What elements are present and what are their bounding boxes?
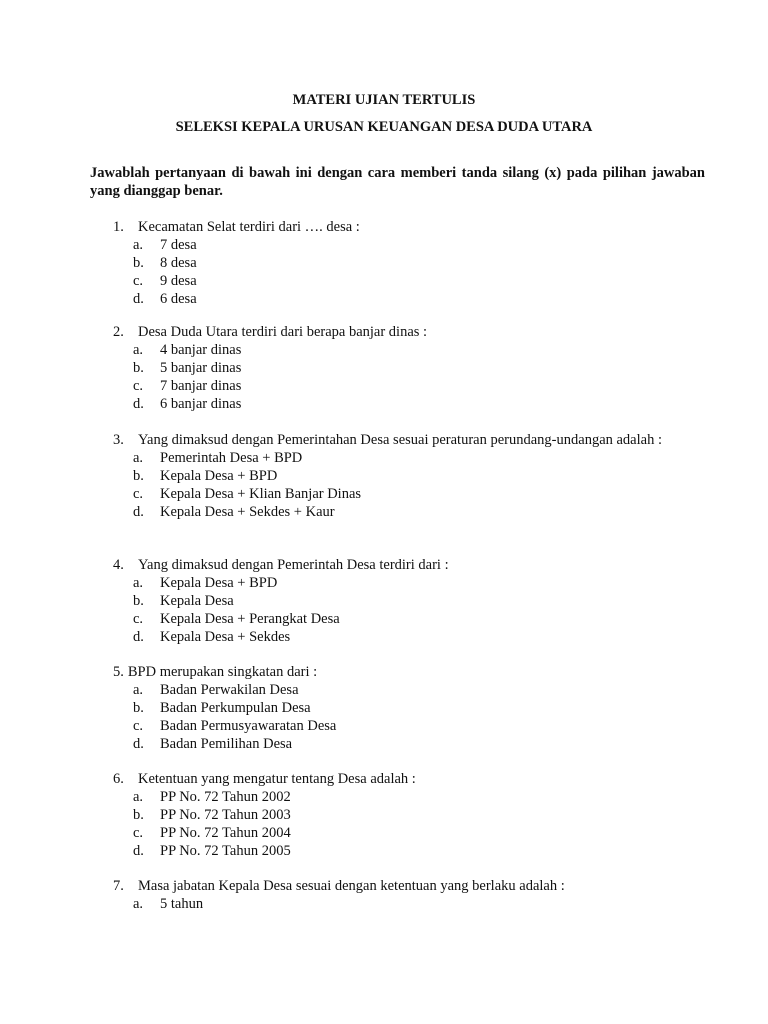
question-header — [113, 877, 713, 895]
option-letter: a. — [133, 789, 144, 805]
question-header — [113, 431, 713, 449]
option-text: 7 desa — [160, 237, 197, 253]
answer-option[interactable] — [113, 272, 713, 290]
answer-option[interactable] — [113, 592, 713, 610]
question-number: 6. — [113, 771, 124, 787]
answer-option[interactable] — [113, 735, 713, 753]
option-letter: a. — [133, 682, 144, 698]
option-letter: c. — [133, 611, 144, 627]
option-text: 7 banjar dinas — [160, 378, 242, 394]
option-letter: a. — [133, 342, 144, 358]
question-number: 2. — [113, 324, 124, 340]
answer-option[interactable] — [113, 681, 713, 699]
option-letter: b. — [133, 255, 144, 271]
answer-option[interactable] — [113, 467, 713, 485]
option-text: PP No. 72 Tahun 2003 — [160, 807, 291, 823]
question-1 — [113, 218, 713, 308]
answer-option[interactable] — [113, 485, 713, 503]
question-7 — [113, 877, 713, 913]
option-text: 5 tahun — [160, 896, 204, 912]
question-header — [113, 770, 713, 788]
option-letter: a. — [133, 575, 144, 591]
question-number: 3. — [113, 432, 124, 448]
answer-option[interactable] — [113, 449, 713, 467]
option-text: PP No. 72 Tahun 2004 — [160, 825, 291, 841]
answer-option[interactable] — [113, 788, 713, 806]
option-letter: d. — [133, 843, 144, 859]
question-number: 7. — [113, 878, 124, 894]
answer-option[interactable] — [113, 806, 713, 824]
option-text: Kepala Desa + Perangkat Desa — [160, 611, 340, 627]
option-letter: b. — [133, 360, 144, 376]
option-text: Kepala Desa + BPD — [160, 575, 278, 591]
option-letter: b. — [133, 468, 144, 484]
question-text: Yang dimaksud dengan Pemerintahan Desa sesuai peraturan perundang-undangan adalah : — [138, 432, 662, 448]
document-subtitle: SELEKSI KEPALA URUSAN KEUANGAN DESA DUDA UTARA — [175, 119, 593, 135]
question-text: Yang dimaksud dengan Pemerintah Desa terdiri dari : — [138, 557, 449, 573]
question-text: BPD merupakan singkatan dari : — [127, 664, 318, 680]
answer-option[interactable] — [113, 503, 713, 521]
question-header — [113, 323, 713, 341]
option-text: 4 banjar dinas — [160, 342, 242, 358]
question-text: Ketentuan yang mengatur tentang Desa adalah : — [138, 771, 416, 787]
option-text: Kepala Desa + Klian Banjar Dinas — [160, 486, 362, 502]
question-text: Masa jabatan Kepala Desa sesuai dengan ketentuan yang berlaku adalah : — [138, 878, 565, 894]
question-text: Desa Duda Utara terdiri dari berapa banjar dinas : — [138, 324, 428, 340]
option-text: Badan Permusyawaratan Desa — [160, 718, 337, 734]
answer-option[interactable] — [113, 290, 713, 308]
option-text: PP No. 72 Tahun 2005 — [160, 843, 291, 859]
answer-option[interactable] — [113, 842, 713, 860]
option-letter: b. — [133, 593, 144, 609]
answer-option[interactable] — [113, 359, 713, 377]
option-text: Badan Perwakilan Desa — [160, 682, 299, 698]
option-text: 6 desa — [160, 291, 197, 307]
option-letter: c. — [133, 825, 144, 841]
answer-option[interactable] — [113, 254, 713, 272]
option-text: 5 banjar dinas — [160, 360, 242, 376]
answer-option[interactable] — [113, 377, 713, 395]
option-letter: d. — [133, 291, 144, 307]
option-letter: a. — [133, 237, 144, 253]
question-header — [113, 556, 713, 574]
option-text: Badan Pemilihan Desa — [160, 736, 293, 752]
question-text: Kecamatan Selat terdiri dari …. desa : — [138, 219, 360, 235]
option-letter: b. — [133, 700, 144, 716]
answer-option[interactable] — [113, 610, 713, 628]
option-letter: b. — [133, 807, 144, 823]
answer-option[interactable] — [113, 699, 713, 717]
document-title: MATERI UJIAN TERTULIS — [292, 92, 476, 108]
option-text: 8 desa — [160, 255, 197, 271]
question-number: 4. — [113, 557, 124, 573]
option-text: Kepala Desa + Sekdes + Kaur — [160, 504, 335, 520]
question-2 — [113, 323, 713, 413]
option-text: Badan Perkumpulan Desa — [160, 700, 311, 716]
option-letter: d. — [133, 504, 144, 520]
option-letter: a. — [133, 896, 144, 912]
question-3 — [113, 431, 713, 521]
question-header — [113, 663, 713, 681]
answer-option[interactable] — [113, 341, 713, 359]
answer-option[interactable] — [113, 824, 713, 842]
option-letter: c. — [133, 378, 144, 394]
question-6 — [113, 770, 713, 860]
option-text: Kepala Desa + Sekdes — [160, 629, 291, 645]
answer-option[interactable] — [113, 574, 713, 592]
option-letter: d. — [133, 736, 144, 752]
option-letter: c. — [133, 718, 144, 734]
question-4 — [113, 556, 713, 646]
answer-option[interactable] — [113, 717, 713, 735]
question-header — [113, 218, 713, 236]
option-letter: d. — [133, 629, 144, 645]
option-text: Kepala Desa + BPD — [160, 468, 278, 484]
option-text: Kepala Desa — [160, 593, 234, 609]
option-text: PP No. 72 Tahun 2002 — [160, 789, 291, 805]
instruction: Jawablah pertanyaan di bawah ini dengan cara memberi tanda silang (x) pada pilihan jawaban yang dianggap benar. — [90, 165, 705, 199]
answer-option[interactable] — [113, 628, 713, 646]
answer-option[interactable] — [113, 236, 713, 254]
question-5 — [113, 663, 713, 753]
option-text: Pemerintah Desa + BPD — [160, 450, 303, 466]
option-letter: c. — [133, 273, 144, 289]
question-number: 1. — [113, 219, 124, 235]
answer-option[interactable] — [113, 895, 713, 913]
option-text: 6 banjar dinas — [160, 396, 242, 412]
option-letter: c. — [133, 486, 144, 502]
answer-option[interactable] — [113, 395, 713, 413]
question-number: 5. — [113, 664, 124, 680]
option-text: 9 desa — [160, 273, 197, 289]
option-letter: a. — [133, 450, 144, 466]
option-letter: d. — [133, 396, 144, 412]
